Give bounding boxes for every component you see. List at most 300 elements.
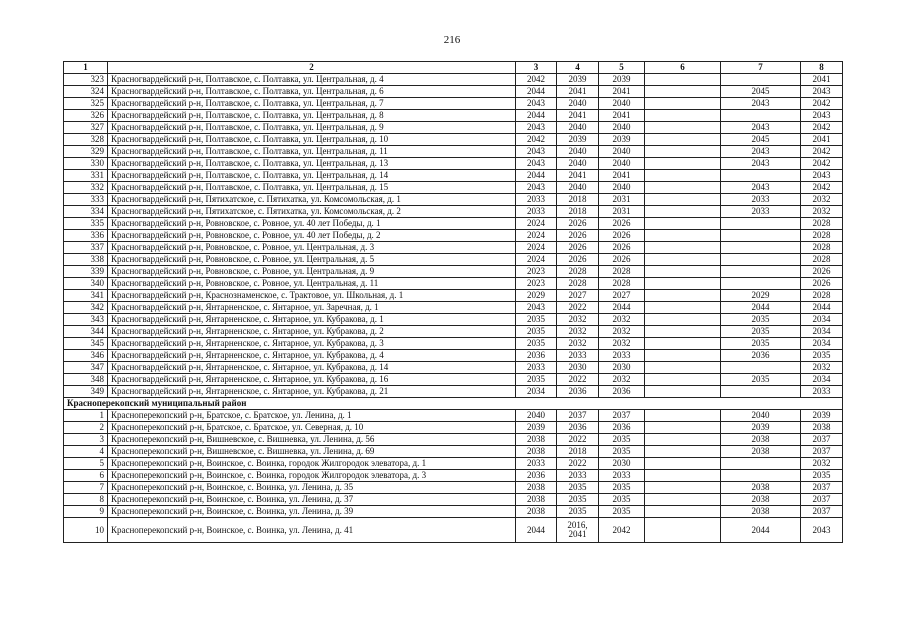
row-number: 344 [64,326,108,338]
row-number: 343 [64,314,108,326]
row-number: 332 [64,182,108,194]
col3-cell: 2044 [516,110,557,122]
col4-cell: 2041 [557,86,599,98]
col3-cell: 2043 [516,182,557,194]
col5-cell: 2027 [599,290,645,302]
address-cell: Красногвардейский р-н, Янтарненское, с. Янтарное, ул. Кубракова, д. 16 [108,374,516,386]
row-number: 327 [64,122,108,134]
address-cell: Красногвардейский р-н, Полтавское, с. Полтавка, ул. Центральная, д. 11 [108,146,516,158]
table-row [64,86,843,98]
register-table [63,61,843,543]
col4-cell: 2030 [557,362,599,374]
row-number: 349 [64,386,108,398]
column-header-6: 6 [645,62,721,74]
col8-cell: 2034 [801,314,843,326]
col3-cell: 2033 [516,362,557,374]
col3-cell: 2023 [516,266,557,278]
col7-cell: 2044 [721,518,801,543]
table-row [64,506,843,518]
col4-cell: 2018 [557,206,599,218]
col4-cell: 2022 [557,458,599,470]
col6-cell [645,446,721,458]
col6-cell [645,230,721,242]
col5-cell: 2035 [599,506,645,518]
address-cell: Красноперекопский р-н, Воинское, с. Воинка, городок Жилгородок элеватора, д. 3 [108,470,516,482]
col6-cell [645,434,721,446]
col8-cell: 2032 [801,194,843,206]
address-cell: Красногвардейский р-н, Янтарненское, с. Янтарное, ул. Кубракова, д. 4 [108,350,516,362]
col3-cell: 2039 [516,422,557,434]
col3-cell: 2024 [516,230,557,242]
row-number: 6 [64,470,108,482]
col7-cell [721,218,801,230]
col4-cell: 2041 [557,110,599,122]
row-number: 328 [64,134,108,146]
col5-cell: 2026 [599,230,645,242]
col6-cell [645,362,721,374]
table-row [64,314,843,326]
col3-cell: 2038 [516,506,557,518]
col6-cell [645,338,721,350]
col4-cell: 2027 [557,290,599,302]
address-cell: Красногвардейский р-н, Янтарненское, с. Янтарное, ул. Кубракова, д. 3 [108,338,516,350]
col3-cell: 2033 [516,458,557,470]
col4-cell: 2018 [557,194,599,206]
col6-cell [645,170,721,182]
col7-cell: 2045 [721,86,801,98]
col6-cell [645,242,721,254]
row-number: 337 [64,242,108,254]
col7-cell [721,266,801,278]
col7-cell [721,242,801,254]
table-row [64,74,843,86]
col6-cell [645,374,721,386]
col5-cell: 2036 [599,386,645,398]
address-cell: Красноперекопский р-н, Воинское, с. Воинка, ул. Ленина, д. 35 [108,482,516,494]
col7-cell [721,110,801,122]
col3-cell: 2036 [516,470,557,482]
col4-cell: 2035 [557,494,599,506]
col3-cell: 2043 [516,122,557,134]
column-header-1: 1 [64,62,108,74]
col5-cell: 2031 [599,194,645,206]
address-cell: Красногвардейский р-н, Янтарненское, с. Янтарное, ул. Заречная, д. 1 [108,302,516,314]
col3-cell: 2036 [516,350,557,362]
address-cell: Красногвардейский р-н, Полтавское, с. Полтавка, ул. Центральная, д. 15 [108,182,516,194]
address-cell: Красногвардейский р-н, Ровновское, с. Ровное, ул. 40 лет Победы, д. 2 [108,230,516,242]
col6-cell [645,518,721,543]
col8-cell: 2037 [801,446,843,458]
table-row [64,98,843,110]
col6-cell [645,494,721,506]
table-row [64,134,843,146]
row-number: 324 [64,86,108,98]
col6-cell [645,254,721,266]
col5-cell: 2035 [599,482,645,494]
col5-cell: 2030 [599,458,645,470]
col4-cell: 2040 [557,182,599,194]
address-cell: Красногвардейский р-н, Пятихатское, с. Пятихатка, ул. Комсомольская, д. 1 [108,194,516,206]
address-cell: Красноперекопский р-н, Вишневское, с. Вишневка, ул. Ленина, д. 56 [108,434,516,446]
col6-cell [645,422,721,434]
col4-cell: 2035 [557,482,599,494]
col7-cell: 2039 [721,422,801,434]
col3-cell: 2043 [516,158,557,170]
col4-cell: 2022 [557,434,599,446]
col7-cell [721,362,801,374]
col5-cell: 2040 [599,158,645,170]
col5-cell: 2040 [599,182,645,194]
col6-cell [645,386,721,398]
col4-cell: 2032 [557,338,599,350]
col8-cell: 2038 [801,422,843,434]
col5-cell: 2033 [599,470,645,482]
table-row [64,194,843,206]
row-number: 326 [64,110,108,122]
table-row [64,326,843,338]
col7-cell: 2038 [721,494,801,506]
col6-cell [645,350,721,362]
table-row [64,278,843,290]
address-cell: Красногвардейский р-н, Краснознаменское, с. Трактовое, ул. Школьная, д. 1 [108,290,516,302]
cell-line: 2041 [568,529,587,539]
col7-cell: 2043 [721,146,801,158]
col5-cell: 2035 [599,434,645,446]
col7-cell: 2043 [721,122,801,134]
col8-cell: 2026 [801,278,843,290]
col4-cell: 2028 [557,278,599,290]
col5-cell: 2026 [599,218,645,230]
column-header-5: 5 [599,62,645,74]
col3-cell: 2029 [516,290,557,302]
address-cell: Красноперекопский р-н, Воинское, с. Воинка, ул. Ленина, д. 39 [108,506,516,518]
col6-cell [645,98,721,110]
table-row [64,374,843,386]
col3-cell: 2038 [516,494,557,506]
address-cell: Красногвардейский р-н, Янтарненское, с. Янтарное, ул. Кубракова, д. 2 [108,326,516,338]
col4-cell: 2036 [557,422,599,434]
col6-cell [645,314,721,326]
col6-cell [645,326,721,338]
col6-cell [645,206,721,218]
address-cell: Красногвардейский р-н, Полтавское, с. Полтавка, ул. Центральная, д. 6 [108,86,516,98]
table-row [64,434,843,446]
col3-cell: 2044 [516,86,557,98]
row-number: 342 [64,302,108,314]
col6-cell [645,482,721,494]
address-cell: Красноперекопский р-н, Братское, с. Братское, ул. Северная, д. 10 [108,422,516,434]
col7-cell [721,386,801,398]
col8-cell: 2035 [801,470,843,482]
col3-cell: 2038 [516,446,557,458]
col7-cell [721,470,801,482]
table-row [64,170,843,182]
col4-cell: 2018 [557,446,599,458]
col5-cell: 2040 [599,98,645,110]
column-header-4: 4 [557,62,599,74]
col5-cell: 2044 [599,302,645,314]
row-number: 348 [64,374,108,386]
address-cell: Красноперекопский р-н, Воинское, с. Воинка, ул. Ленина, д. 37 [108,494,516,506]
col3-cell: 2044 [516,518,557,543]
col7-cell: 2033 [721,194,801,206]
col4-cell: 2033 [557,470,599,482]
col7-cell [721,458,801,470]
col6-cell [645,458,721,470]
col5-cell: 2040 [599,122,645,134]
address-cell: Красногвардейский р-н, Полтавское, с. Полтавка, ул. Центральная, д. 9 [108,122,516,134]
col3-cell: 2024 [516,254,557,266]
col5-cell: 2032 [599,338,645,350]
row-number: 3 [64,434,108,446]
col4-cell: 2032 [557,314,599,326]
row-number: 346 [64,350,108,362]
col5-cell: 2035 [599,446,645,458]
col4-cell: 2036 [557,386,599,398]
row-number: 8 [64,494,108,506]
col7-cell: 2035 [721,374,801,386]
col6-cell [645,110,721,122]
col8-cell: 2032 [801,458,843,470]
table-row [64,218,843,230]
row-number: 1 [64,410,108,422]
col8-cell: 2037 [801,434,843,446]
col8-cell: 2034 [801,374,843,386]
col8-cell: 2037 [801,482,843,494]
col5-cell: 2028 [599,266,645,278]
col7-cell: 2043 [721,182,801,194]
table-row [64,290,843,302]
row-number: 334 [64,206,108,218]
column-header-7: 7 [721,62,801,74]
col5-cell: 2041 [599,170,645,182]
column-header-3: 3 [516,62,557,74]
col4-cell: 2040 [557,98,599,110]
col3-cell: 2024 [516,242,557,254]
header-row [64,62,843,74]
col7-cell: 2035 [721,314,801,326]
col7-cell: 2038 [721,446,801,458]
table-body [64,74,843,543]
col8-cell: 2042 [801,182,843,194]
table-row [64,182,843,194]
col7-cell: 2035 [721,326,801,338]
col7-cell [721,74,801,86]
address-cell: Красноперекопский р-н, Братское, с. Братское, ул. Ленина, д. 1 [108,410,516,422]
section-title: Красноперекопский муниципальный район [64,398,843,410]
col3-cell: 2035 [516,338,557,350]
col4-cell: 2040 [557,146,599,158]
row-number: 341 [64,290,108,302]
col8-cell: 2028 [801,254,843,266]
col5-cell: 2039 [599,74,645,86]
col3-cell: 2023 [516,278,557,290]
row-number: 345 [64,338,108,350]
address-cell: Красногвардейский р-н, Янтарненское, с. Янтарное, ул. Кубракова, д. 1 [108,314,516,326]
col3-cell: 2043 [516,98,557,110]
col6-cell [645,218,721,230]
col5-cell: 2028 [599,278,645,290]
col6-cell [645,146,721,158]
address-cell: Красногвардейский р-н, Ровновское, с. Ровное, ул. 40 лет Победы, д. 1 [108,218,516,230]
col6-cell [645,122,721,134]
table-row [64,122,843,134]
row-number: 9 [64,506,108,518]
col3-cell: 2035 [516,374,557,386]
col8-cell: 2043 [801,170,843,182]
row-number: 4 [64,446,108,458]
col4-cell: 2037 [557,410,599,422]
col8-cell: 2028 [801,230,843,242]
col5-cell: 2032 [599,326,645,338]
address-cell: Красногвардейский р-н, Полтавское, с. Полтавка, ул. Центральная, д. 14 [108,170,516,182]
col5-cell: 2039 [599,134,645,146]
table-row [64,146,843,158]
col7-cell: 2038 [721,506,801,518]
col7-cell [721,278,801,290]
col3-cell: 2043 [516,302,557,314]
col5-cell: 2026 [599,254,645,266]
col8-cell: 2034 [801,326,843,338]
table-row [64,470,843,482]
row-number: 340 [64,278,108,290]
col4-cell: 2022 [557,374,599,386]
row-number: 325 [64,98,108,110]
row-number: 347 [64,362,108,374]
col7-cell: 2036 [721,350,801,362]
col4-cell: 2041 [557,170,599,182]
address-cell: Красногвардейский р-н, Ровновское, с. Ровное, ул. Центральная, д. 3 [108,242,516,254]
address-cell: Красногвардейский р-н, Полтавское, с. Полтавка, ул. Центральная, д. 4 [108,74,516,86]
table-row [64,110,843,122]
row-number: 335 [64,218,108,230]
col3-cell: 2042 [516,74,557,86]
col3-cell: 2034 [516,386,557,398]
col6-cell [645,266,721,278]
row-number: 339 [64,266,108,278]
table-row [64,446,843,458]
col5-cell: 2041 [599,86,645,98]
col8-cell: 2028 [801,242,843,254]
address-cell: Красногвардейский р-н, Ровновское, с. Ровное, ул. Центральная, д. 11 [108,278,516,290]
col3-cell: 2043 [516,146,557,158]
col4-cell: 2040 [557,122,599,134]
address-cell: Красногвардейский р-н, Полтавское, с. Полтавка, ул. Центральная, д. 10 [108,134,516,146]
col7-cell: 2043 [721,98,801,110]
col8-cell: 2032 [801,362,843,374]
table-row [64,362,843,374]
row-number: 2 [64,422,108,434]
col4-cell: 2028 [557,266,599,278]
col7-cell: 2044 [721,302,801,314]
page-number: 216 [443,34,461,46]
col5-cell: 2042 [599,518,645,543]
col3-cell: 2044 [516,170,557,182]
col8-cell: 2043 [801,518,843,543]
col8-cell: 2035 [801,350,843,362]
col6-cell [645,86,721,98]
address-cell: Красногвардейский р-н, Полтавское, с. Полтавка, ул. Центральная, д. 7 [108,98,516,110]
row-number: 10 [64,518,108,543]
col7-cell [721,230,801,242]
table-row [64,338,843,350]
col5-cell: 2040 [599,146,645,158]
col7-cell: 2040 [721,410,801,422]
col4-cell: 2026 [557,254,599,266]
cell-line: 2016, [567,520,588,530]
col3-cell: 2040 [516,410,557,422]
col6-cell [645,506,721,518]
col6-cell [645,290,721,302]
row-number: 338 [64,254,108,266]
table-row [64,518,843,543]
table-row [64,302,843,314]
col5-cell: 2041 [599,110,645,122]
col6-cell [645,302,721,314]
col8-cell: 2043 [801,110,843,122]
col8-cell: 2037 [801,506,843,518]
col4-cell [557,518,599,543]
col7-cell: 2043 [721,158,801,170]
table-row [64,266,843,278]
col3-cell: 2038 [516,482,557,494]
table-row [64,254,843,266]
table-row [64,230,843,242]
col8-cell: 2043 [801,86,843,98]
col5-cell: 2031 [599,206,645,218]
col8-cell: 2028 [801,218,843,230]
col8-cell: 2044 [801,302,843,314]
col5-cell: 2036 [599,422,645,434]
col5-cell: 2026 [599,242,645,254]
col8-cell: 2034 [801,338,843,350]
row-number: 329 [64,146,108,158]
table-row [64,158,843,170]
col4-cell: 2035 [557,506,599,518]
col8-cell: 2033 [801,386,843,398]
address-cell: Красногвардейский р-н, Ровновское, с. Ровное, ул. Центральная, д. 5 [108,254,516,266]
address-cell: Красногвардейский р-н, Полтавское, с. Полтавка, ул. Центральная, д. 8 [108,110,516,122]
col8-cell: 2042 [801,146,843,158]
col6-cell [645,134,721,146]
address-cell: Красноперекопский р-н, Воинское, с. Воинка, ул. Ленина, д. 41 [108,518,516,543]
row-number: 333 [64,194,108,206]
col7-cell [721,170,801,182]
col5-cell: 2035 [599,494,645,506]
col3-cell: 2038 [516,434,557,446]
table-row [64,422,843,434]
col3-cell: 2024 [516,218,557,230]
col8-cell: 2042 [801,122,843,134]
col6-cell [645,410,721,422]
row-number: 336 [64,230,108,242]
col4-cell: 2039 [557,74,599,86]
col3-cell: 2033 [516,206,557,218]
col3-cell: 2033 [516,194,557,206]
address-cell: Красноперекопский р-н, Воинское, с. Воинка, городок Жилгородок элеватора, д. 1 [108,458,516,470]
row-number: 7 [64,482,108,494]
column-header-2: 2 [108,62,516,74]
col8-cell: 2042 [801,98,843,110]
col4-cell: 2026 [557,242,599,254]
row-number: 330 [64,158,108,170]
col7-cell: 2029 [721,290,801,302]
address-cell: Красногвардейский р-н, Янтарненское, с. Янтарное, ул. Кубракова, д. 21 [108,386,516,398]
col7-cell: 2033 [721,206,801,218]
table-row [64,458,843,470]
col8-cell: 2032 [801,206,843,218]
table-row [64,494,843,506]
